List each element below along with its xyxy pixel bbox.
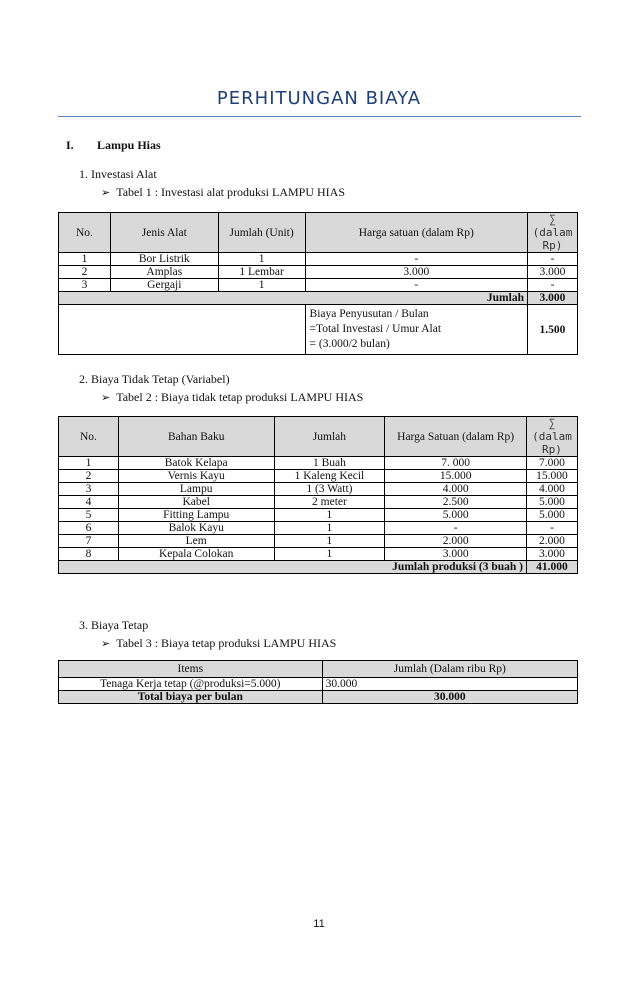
cell: Lem	[118, 535, 274, 548]
cell: 15.000	[526, 470, 577, 483]
table-variabel	[58, 416, 578, 574]
table-investasi	[58, 212, 578, 355]
variabel-heading: 2. Biaya Tidak Tetap (Variabel)	[79, 372, 230, 386]
total-value: 30.000	[322, 691, 577, 704]
investasi-heading: 1. Investasi Alat	[79, 167, 157, 181]
col-header-jumlah: Jumlah (Unit)	[218, 213, 305, 253]
cell: Tenaga Kerja tetap (@produksi=5.000)	[59, 678, 323, 691]
total-label: Jumlah	[59, 292, 528, 305]
cell: 1	[274, 522, 385, 535]
table-row	[59, 483, 578, 496]
cell: Vernis Kayu	[118, 470, 274, 483]
cell: Gergaji	[110, 279, 218, 292]
cell: 1 Kaleng Kecil	[274, 470, 385, 483]
col-header-harga: Harga satuan (dalam Rp)	[305, 213, 527, 253]
total-value: 41.000	[526, 561, 577, 574]
total-label: Jumlah produksi (3 buah )	[59, 561, 527, 574]
cell: 7.000	[526, 457, 577, 470]
cell: 3	[59, 279, 111, 292]
cell: 4	[59, 496, 119, 509]
table-row	[59, 509, 578, 522]
cell: 1 Lembar	[218, 266, 305, 279]
tetap-heading: 3. Biaya Tetap	[79, 618, 149, 632]
table-tetap	[58, 660, 578, 704]
investasi-caption: Tabel 1 : Investasi alat produksi LAMPU HIAS	[116, 185, 346, 199]
cell: -	[305, 253, 527, 266]
col-header-total: ∑ (dalam Rp)	[527, 213, 577, 253]
empty-cell	[59, 305, 306, 355]
total-value: 3.000	[527, 292, 577, 305]
section-number: I.	[66, 138, 74, 152]
arrow-bullet-icon: ➢	[101, 637, 111, 650]
cell: 2	[59, 470, 119, 483]
col-header-jenis: Jenis Alat	[110, 213, 218, 253]
cell: -	[527, 279, 577, 292]
cell: -	[527, 253, 577, 266]
cell: 3.000	[527, 266, 577, 279]
arrow-bullet-icon: ➢	[101, 391, 111, 404]
cell: 5	[59, 509, 119, 522]
cell: 2.000	[385, 535, 527, 548]
section-label: Lampu Hias	[97, 138, 161, 152]
depreciation-note	[305, 305, 527, 355]
depreciation-row	[59, 305, 578, 355]
total-row	[59, 691, 578, 704]
cell: 1	[218, 279, 305, 292]
cell: 30.000	[322, 678, 577, 691]
cell: 1	[59, 457, 119, 470]
cell: 3.000	[305, 266, 527, 279]
table-row	[59, 457, 578, 470]
investasi-caption-line	[101, 185, 345, 200]
col-header-bahan: Bahan Baku	[118, 417, 274, 457]
cell: 3.000	[385, 548, 527, 561]
col-header-jumlah: Jumlah (Dalam ribu Rp)	[322, 661, 577, 678]
table-row	[59, 253, 578, 266]
cell: 8	[59, 548, 119, 561]
cell: 1	[218, 253, 305, 266]
cell: 3.000	[526, 548, 577, 561]
col-header-no: No.	[59, 417, 119, 457]
table-row	[59, 678, 578, 691]
cell: 5.000	[526, 496, 577, 509]
depreciation-line: = (3.000/2 bulan)	[309, 338, 390, 350]
col-header-total: ∑ (dalam Rp)	[526, 417, 577, 457]
depreciation-line: Biaya Penyusutan / Bulan	[309, 308, 429, 320]
cell: 7	[59, 535, 119, 548]
cell: 2	[59, 266, 111, 279]
depreciation-line: =Total Investasi / Umur Alat	[309, 323, 442, 335]
cell: 4.000	[526, 483, 577, 496]
cell: 15.000	[385, 470, 527, 483]
cell: 6	[59, 522, 119, 535]
page-number: 11	[313, 918, 325, 930]
total-row	[59, 561, 578, 574]
cell: -	[305, 279, 527, 292]
arrow-bullet-icon: ➢	[101, 186, 111, 199]
cell: 1	[274, 509, 385, 522]
cell: Batok Kelapa	[118, 457, 274, 470]
total-row	[59, 292, 578, 305]
cell: 1	[274, 548, 385, 561]
cell: 1	[59, 253, 111, 266]
total-label: Total biaya per bulan	[59, 691, 323, 704]
col-header-jumlah: Jumlah	[274, 417, 385, 457]
variabel-caption-line	[101, 390, 363, 405]
table-row	[59, 535, 578, 548]
cell: Bor Listrik	[110, 253, 218, 266]
cell: 2.000	[526, 535, 577, 548]
cell: 7. 000	[385, 457, 527, 470]
col-header-items: Items	[59, 661, 323, 678]
cell: 4.000	[385, 483, 527, 496]
cell: 2.500	[385, 496, 527, 509]
variabel-rows	[59, 457, 578, 561]
table-row	[59, 279, 578, 292]
variabel-caption: Tabel 2 : Biaya tidak tetap produksi LAMPU HIAS	[116, 390, 364, 404]
cell: 2 meter	[274, 496, 385, 509]
table-row	[59, 496, 578, 509]
cell: Amplas	[110, 266, 218, 279]
table-row	[59, 522, 578, 535]
cell: -	[526, 522, 577, 535]
cell: Kepala Colokan	[118, 548, 274, 561]
table-row	[59, 470, 578, 483]
cell: 5.000	[526, 509, 577, 522]
col-header-no: No.	[59, 213, 111, 253]
cell: 5.000	[385, 509, 527, 522]
cell: 1 Buah	[274, 457, 385, 470]
tetap-caption-line	[101, 636, 336, 651]
cell: Lampu	[118, 483, 274, 496]
table-row	[59, 266, 578, 279]
cell: 1 (3 Watt)	[274, 483, 385, 496]
cell: 3	[59, 483, 119, 496]
title-divider	[58, 116, 581, 117]
tetap-caption: Tabel 3 : Biaya tetap produksi LAMPU HIAS	[116, 636, 337, 650]
cell: Balok Kayu	[118, 522, 274, 535]
table-row	[59, 548, 578, 561]
cell: Fitting Lampu	[118, 509, 274, 522]
col-header-harga: Harga Satuan (dalam Rp)	[385, 417, 527, 457]
depreciation-value: 1.500	[527, 305, 577, 355]
cell: Kabel	[118, 496, 274, 509]
cell: 1	[274, 535, 385, 548]
page-title: PERHITUNGAN BIAYA	[216, 88, 422, 109]
cell: -	[385, 522, 527, 535]
